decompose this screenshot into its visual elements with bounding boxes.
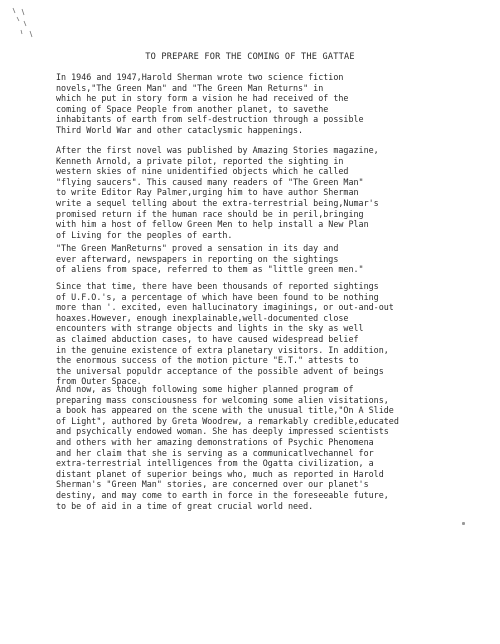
text-line: Sherman's "Green Man" stories, are concerned over our planet's [56, 479, 369, 490]
text-line: Since that time, there have been thousands of reported sightings [56, 281, 379, 291]
text-line: western skies of nine unidentified objects which he called [56, 166, 349, 177]
text-line: inhabitants of earth from self-destruction through a possible [56, 114, 364, 125]
text-line: and psychically endowed woman. She has deeply impressed scientists [56, 426, 389, 437]
paragraph-1 [56, 72, 476, 136]
text-line: hoaxes.However, enough inexplainable,well-documented close [56, 312, 349, 323]
text-line: preparing mass consciousness for welcoming some alien visitations, [56, 394, 389, 405]
text-line: and her claim that she is serving as a communicatlvechannel for [56, 447, 374, 458]
text-line: distant planet of superior beings who, much as reported in Harold [56, 468, 384, 479]
paragraph-3 [56, 243, 476, 275]
text-line: a book has appeared on the scene with the unusual title,"On A Slide [56, 405, 394, 416]
text-line: more than '. excited, even hallucinatory imaginings, or out-and-out [56, 302, 394, 313]
text-line: destiny, and may come to earth in force in the foreseeable future, [56, 489, 389, 500]
text-line: which he put in story form a vision he had received of the [56, 93, 349, 104]
text-line: the universal populdr acceptance of the possible advent of beings [56, 365, 384, 376]
text-line: "The Green ManReturns" proved a sensation in its day and [56, 243, 339, 253]
text-line: of Light", authored by Greta Woodrew, a remarkably credible,educated [56, 415, 399, 426]
text-line: in the genuine existence of extra planetary visitors. In addition, [56, 344, 389, 355]
paragraph-5 [56, 384, 476, 511]
text-line: to write Editor Ray Palmer,urging him to have author Sherman [56, 187, 359, 198]
corner-pen-marks [10, 4, 50, 44]
text-line: with him a host of fellow Green Men to help install a New Plan [56, 219, 369, 230]
text-line: to be of aid in a time of great crucial world need. [56, 500, 314, 511]
text-line: novels,"The Green Man" and "The Green Man Returns" in [56, 82, 324, 93]
text-line: extra-terrestrial intelligences from the Ogatta civilization, a [56, 458, 374, 469]
margin-speck [462, 522, 465, 525]
text-line: from Outer Space. [56, 376, 142, 387]
text-line: Third World War and other cataclysmic happenings. [56, 124, 304, 135]
document-title: TO PREPARE FOR THE COMING OF THE GATTAE [145, 52, 355, 62]
text-line: "flying saucers". This caused many readers of "The Green Man" [56, 176, 364, 187]
text-line: encounters with strange objects and lights in the sky as well [56, 323, 364, 334]
text-line: promised return if the human race should be in peril,bringing [56, 208, 364, 219]
text-line: of U.F.O.'s, a percentage of which have been found to be nothing [56, 291, 379, 302]
text-line: coming of Space People from another planet, to savethe [56, 103, 329, 114]
text-line: Kenneth Arnold, a private pilot, reported the sighting in [56, 155, 344, 166]
text-line: After the first novel was published by Amazing Stories magazine, [56, 145, 379, 155]
text-line: write a sequel telling about the extra-terrestrial being,Numar's [56, 197, 379, 208]
text-line: In 1946 and 1947,Harold Sherman wrote two science fiction [56, 72, 344, 82]
text-line: the enormous success of the motion picture "E.T." attests to [56, 355, 359, 366]
text-line: as claimed abduction cases, to have caused widespread belief [56, 333, 359, 344]
text-line: And now, as though following some higher planned program of [56, 384, 354, 394]
text-line: ever afterward, newspapers in reporting on the sightings [56, 253, 339, 264]
paragraph-2 [56, 145, 476, 240]
text-line: and others with her amazing demonstrations of Psychic Phenomena [56, 436, 374, 447]
paragraph-4 [56, 281, 476, 387]
text-line: of Living for the peoples of earth. [56, 229, 233, 240]
text-line: of aliens from space, referred to them as "little green men." [56, 264, 364, 275]
